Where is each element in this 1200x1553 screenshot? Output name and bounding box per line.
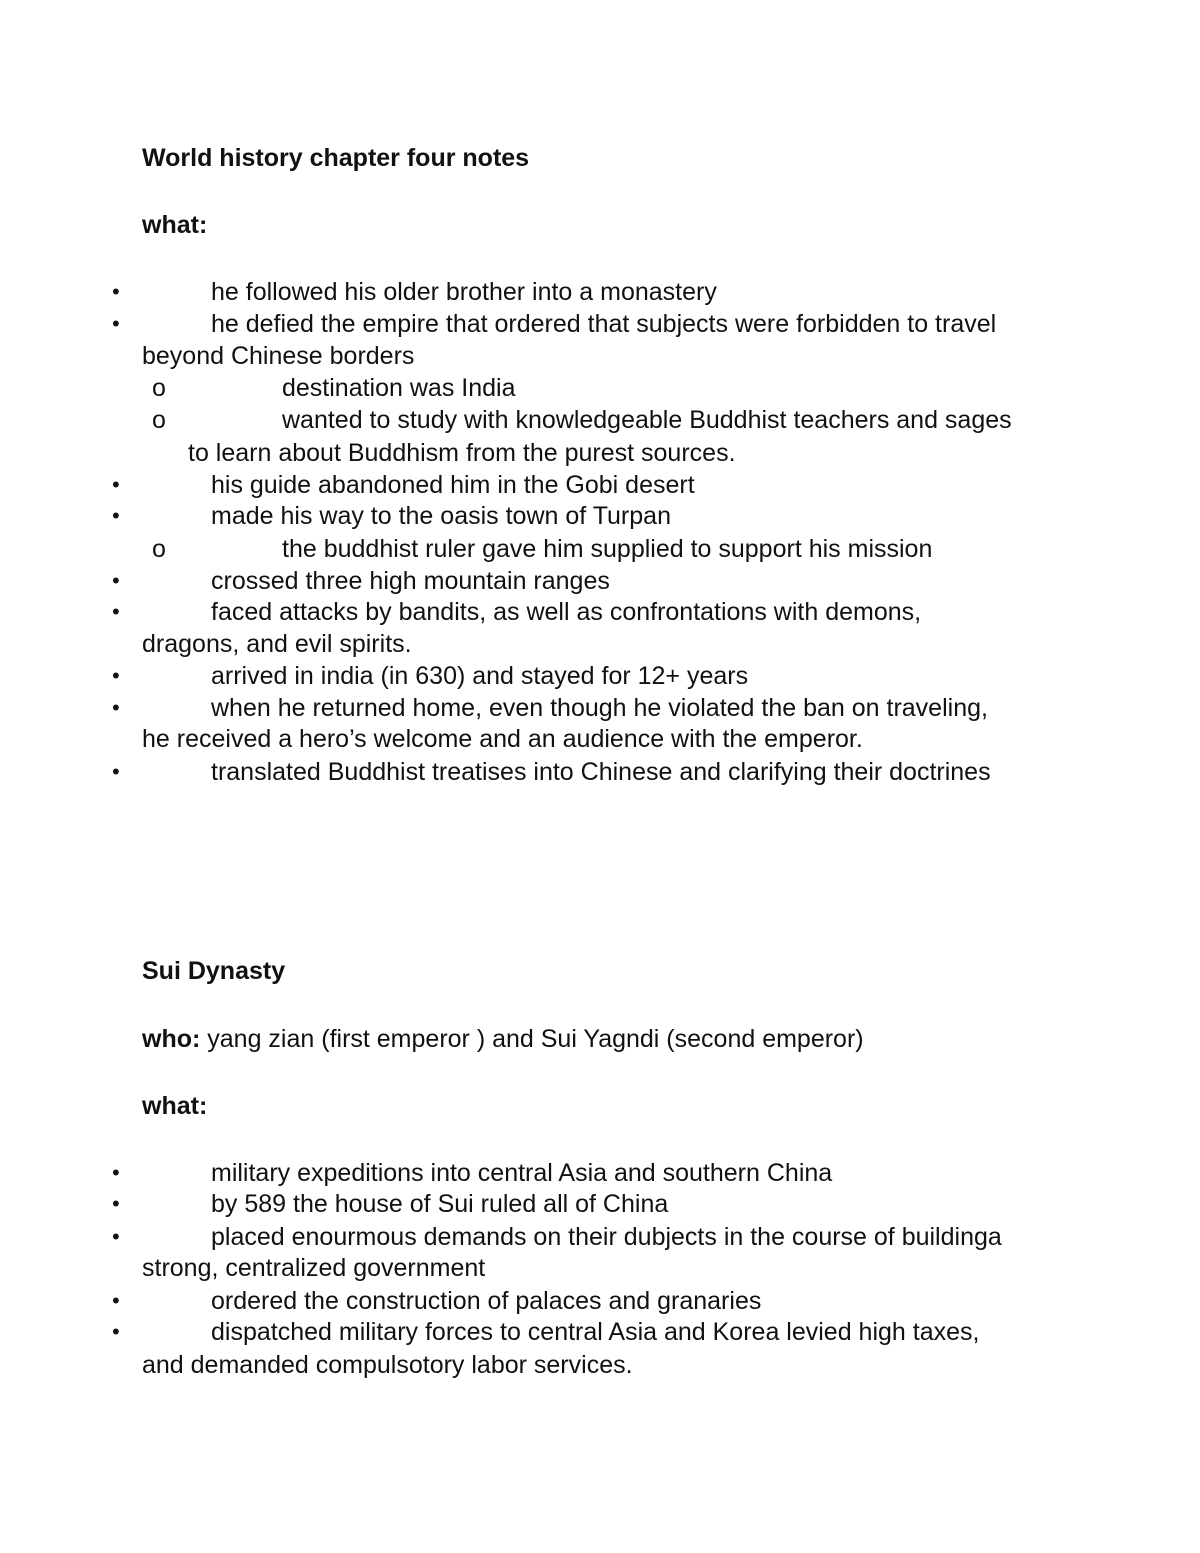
list-item-text: he defied the empire that ordered that subjects were forbidden to travel [211,310,997,338]
bullet-marker: • [112,503,120,528]
who-line [142,1023,864,1055]
circle-marker: o [152,535,166,563]
list-item-text: crossed three high mountain ranges [211,567,610,595]
bullet-marker: • [112,472,120,497]
list-item-text: ordered the construction of palaces and granaries [211,1287,762,1315]
list-item-text: he followed his older brother into a monastery [211,278,717,306]
list-item-text: by 589 the house of Sui ruled all of China [211,1190,669,1218]
section-heading: Sui Dynasty [142,957,286,985]
list-item-continuation: dragons, and evil spirits. [142,630,412,658]
what-label-text: what: [142,211,208,239]
list-item-text: his guide abandoned him in the Gobi desert [211,471,695,499]
list-item-continuation: to learn about Buddhism from the purest sources. [188,439,736,467]
bullet-marker: • [112,663,120,688]
circle-marker: o [152,374,166,402]
list-item-continuation: beyond Chinese borders [142,342,415,370]
list-item-text: wanted to study with knowledgeable Buddhist teachers and sages [282,406,1012,434]
list-item-text: destination was India [282,374,516,402]
bullet-marker: • [112,1319,120,1344]
what-label [142,1090,207,1122]
bullet-marker: • [112,599,120,624]
bullet-marker: • [112,1224,120,1249]
list-item-continuation: and demanded compulsotory labor services. [142,1351,633,1379]
list-item-text: the buddhist ruler gave him supplied to support his mission [282,535,933,563]
bullet-marker: • [112,311,120,336]
list-item-text: translated Buddhist treatises into Chinese and clarifying their doctrines [211,758,991,786]
who-label: who: [142,1025,201,1053]
bullet-marker: • [112,1160,120,1185]
list-item-text: dispatched military forces to central Asia and Korea levied high taxes, [211,1318,980,1346]
document-title: World history chapter four notes [142,144,530,172]
bullet-marker: • [112,759,120,784]
bullet-marker: • [112,1191,120,1216]
list-item-text: faced attacks by bandits, as well as confrontations with demons, [211,598,922,626]
list-item-continuation: strong, centralized government [142,1254,486,1282]
list-item-text: arrived in india (in 630) and stayed for 12+ years [211,662,749,690]
what-label [142,209,207,241]
circle-marker: o [152,406,166,434]
what-label-text: what: [142,1092,208,1120]
bullet-marker: • [112,695,120,720]
list-item-text: placed enourmous demands on their dubjects in the course of buildinga [211,1223,1002,1251]
list-item-text: military expeditions into central Asia and southern China [211,1159,833,1187]
who-text: yang zian (first emperor ) and Sui Yagndi (second emperor) [200,1025,864,1053]
bullet-marker: • [112,568,120,593]
list-item-text: when he returned home, even though he violated the ban on traveling, [211,694,988,722]
bullet-marker: • [112,1288,120,1313]
bullet-marker: • [112,279,120,304]
list-item-text: made his way to the oasis town of Turpan [211,502,671,530]
list-item-continuation: he received a hero’s welcome and an audience with the emperor. [142,725,863,753]
